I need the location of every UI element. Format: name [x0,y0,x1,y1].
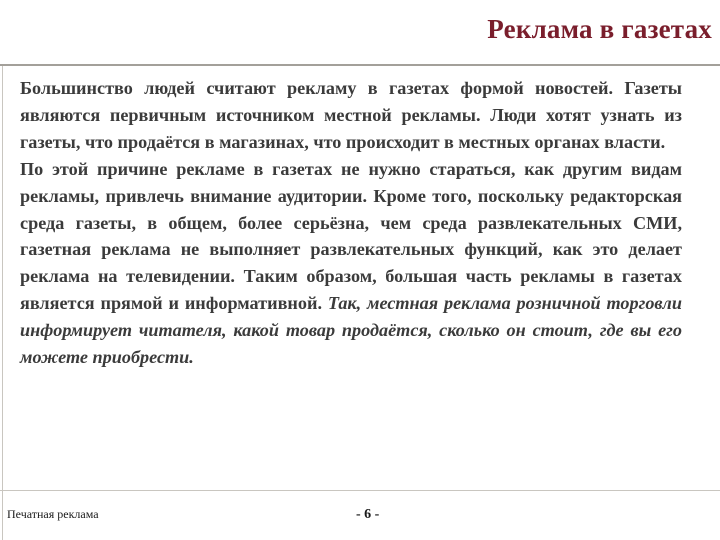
body-paragraph-2-regular: По этой причине рекламе в газетах не нужно стараться, как другим видам рекламы, привлечь внимание аудитории. Кроме того, поскольку редакторская среда газеты, в общем, более серьёзна, чем среда развлекательных СМИ, газетная реклама не выполняет развлекательных функций, как это делает реклама на телевидении. Таким образом, большая часть рекламы в газетах является прямой и информативной. [20,158,682,314]
slide-body [20,75,682,371]
body-paragraph-2 [20,156,682,371]
left-margin-line [2,66,3,540]
footer-section-label: Печатная реклама [7,507,99,521]
body-paragraph-2-italic: Так, местная реклама розничной торговли информирует читателя, какой товар продаётся, сколько он стоит, где вы его можете приобрести. [20,293,683,368]
body-paragraph-1: Большинство людей считают рекламу в газетах формой новостей. Газеты являются первичным источником местной рекламы. Люди хотят узнать из газеты, что продаётся в магазинах, что происходит в местных органах власти. [20,78,682,152]
slide-title: Реклама в газетах [487,14,712,44]
footer-divider [0,490,720,491]
title-divider [0,64,720,66]
page-number: - 6 - [356,507,380,522]
